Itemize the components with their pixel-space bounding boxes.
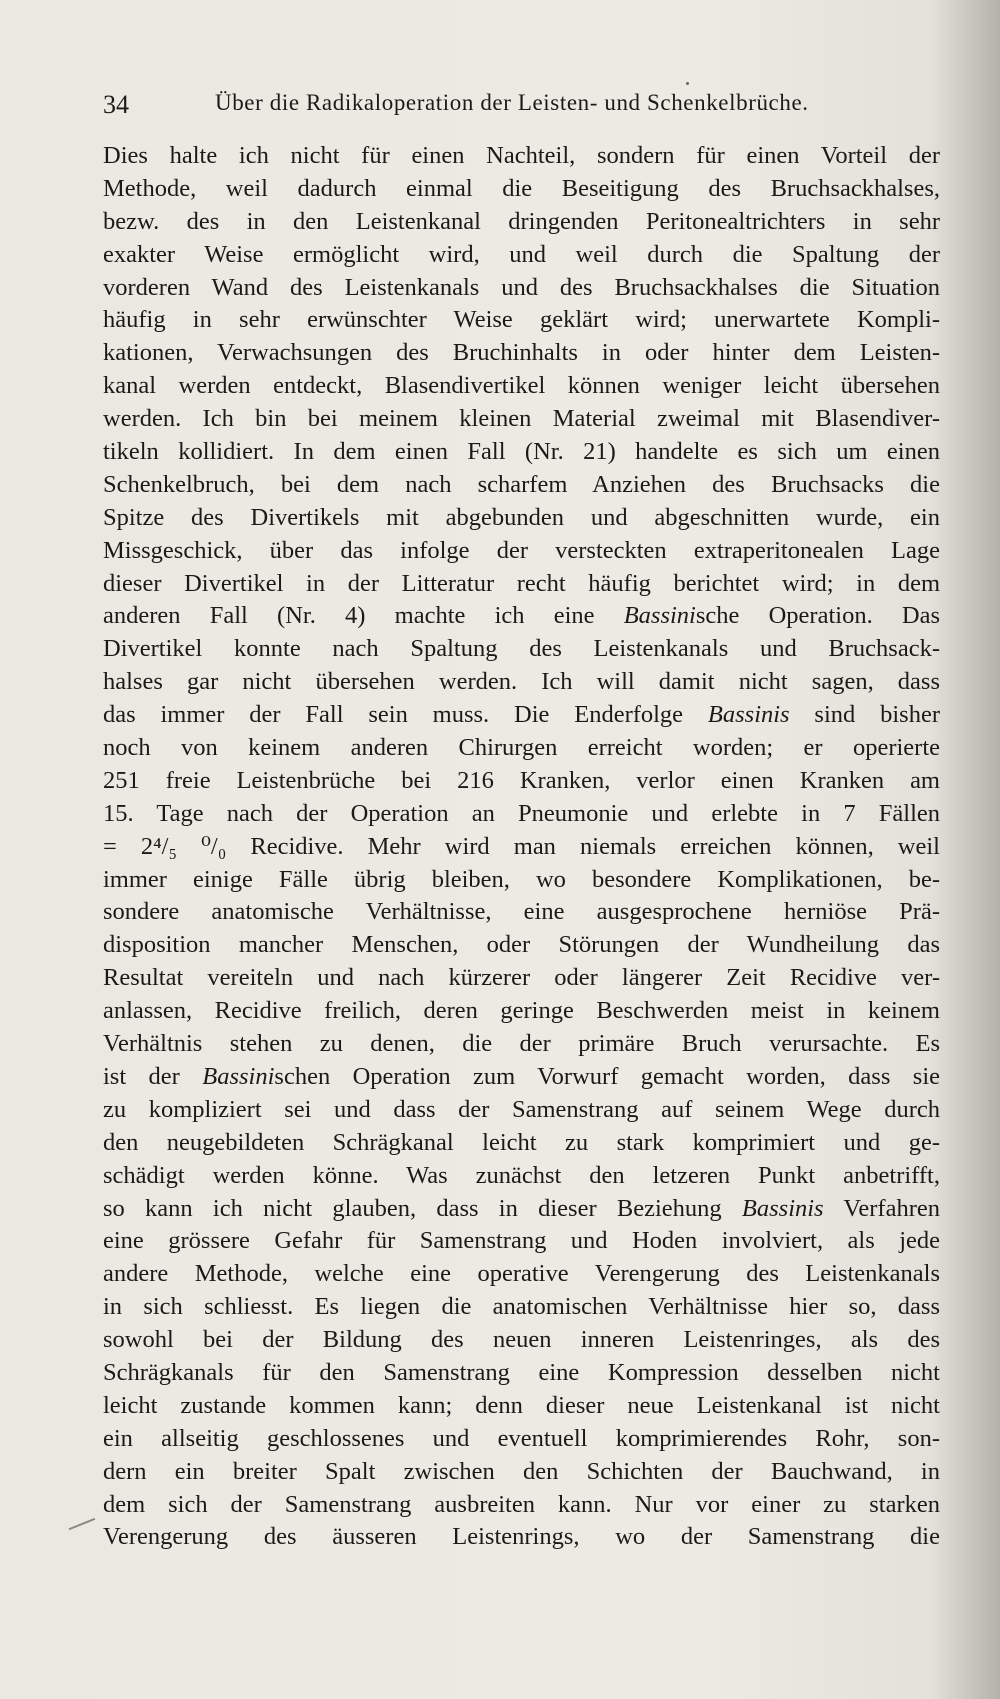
text-segment: 251 freie Leistenbrüche bei 216 Kranken, verlor einen Kranken am <box>103 766 940 794</box>
italic-name: Bassinis <box>741 1194 824 1222</box>
text-segment: eine grössere Gefahr für Samenstrang und Hoden involviert, als jede <box>103 1227 940 1255</box>
italic-name: Bassinis <box>707 701 790 729</box>
text-segment: Spitze des Divertikels mit abgebunden und abgeschnitten wurde, ein <box>103 503 940 531</box>
text-segment: = 2⁴/₅ ⁰/₀ Recidive. Mehr wird man niemals erreichen können, weil <box>103 832 940 860</box>
text-segment: schädigt werden könne. Was zunächst den letzeren Punkt anbetrifft, <box>103 1161 940 1189</box>
text-line <box>103 239 940 272</box>
running-title: Über die Radikaloperation der Leisten- und Schenkelbrüche. <box>215 90 809 115</box>
body-text <box>103 140 940 1554</box>
text-line <box>103 272 940 305</box>
text-line <box>103 1423 940 1456</box>
text-line <box>103 1028 940 1061</box>
text-line <box>103 1357 940 1390</box>
text-segment: dieser Divertikel in der Litteratur recht häufig berichtet wird; in dem <box>103 569 940 597</box>
text-segment: Divertikel konnte nach Spaltung des Leistenkanals und Bruchsack- <box>103 635 940 663</box>
text-line <box>103 535 940 568</box>
margin-pencil-mark <box>69 1518 96 1530</box>
text-segment: dem sich der Samenstrang ausbreiten kann. Nur vor einer zu starken <box>103 1490 940 1518</box>
text-line <box>103 1456 940 1489</box>
text-line <box>103 1489 940 1522</box>
text-segment: werden. Ich bin bei meinem kleinen Material zweimal mit Blasendiver- <box>103 405 940 433</box>
text-segment: in sich schliesst. Es liegen die anatomischen Verhältnisse hier so, dass <box>103 1293 940 1321</box>
text-segment: sondere anatomische Verhältnisse, eine ausgesprochene herniöse Prä- <box>103 898 940 926</box>
text-line <box>103 896 940 929</box>
text-segment: kationen, Verwachsungen des Bruchinhalts in oder hinter dem Leisten- <box>103 339 940 367</box>
text-line <box>103 1094 940 1127</box>
text-line <box>103 436 940 469</box>
text-segment: leicht zustande kommen kann; denn dieser neue Leistenkanal ist nicht <box>103 1391 940 1419</box>
text-segment: Methode, weil dadurch einmal die Beseitigung des Bruchsackhalses, <box>103 174 940 202</box>
text-segment: ein allseitig geschlossenes und eventuell komprimierendes Rohr, son- <box>103 1424 940 1452</box>
text-segment: dern ein breiter Spalt zwischen den Schichten der Bauchwand, in <box>103 1457 940 1485</box>
page-header <box>103 84 838 124</box>
text-segment: sche Operation. Das <box>695 602 940 630</box>
text-segment: sind bisher <box>789 701 940 729</box>
text-segment: anderen Fall (Nr. 4) machte ich eine <box>103 602 624 630</box>
text-segment: Missgeschick, über das infolge der versteckten extraperitonealen Lage <box>103 536 940 564</box>
text-segment: halses gar nicht übersehen werden. Ich will damit nicht sagen, dass <box>103 668 940 696</box>
text-line <box>103 995 940 1028</box>
text-line <box>103 304 940 337</box>
text-segment: kanal werden entdeckt, Blasendivertikel können weniger leicht übersehen <box>103 372 940 400</box>
text-line <box>103 403 940 436</box>
text-segment: den neugebildeten Schrägkanal leicht zu stark komprimiert und ge- <box>103 1128 940 1156</box>
text-segment: schen Operation zum Vorwurf gemacht worden, dass sie <box>274 1062 940 1090</box>
text-line <box>103 831 940 864</box>
page-number: 34 <box>103 90 129 119</box>
text-line <box>103 633 940 666</box>
text-segment: Verfahren <box>823 1194 940 1222</box>
text-line <box>103 206 940 239</box>
text-line <box>103 173 940 206</box>
text-line <box>103 140 940 173</box>
text-line <box>103 370 940 403</box>
text-line <box>103 699 940 732</box>
text-segment: sowohl bei der Bildung des neuen inneren Leistenringes, als des <box>103 1326 940 1354</box>
text-segment: noch von keinem anderen Chirurgen erreicht worden; er operierte <box>103 734 940 762</box>
text-line <box>103 1258 940 1291</box>
text-line <box>103 568 940 601</box>
text-segment: 15. Tage nach der Operation an Pneumonie und erlebte in 7 Fällen <box>103 799 940 827</box>
text-line <box>103 1160 940 1193</box>
text-segment: bezw. des in den Leistenkanal dringenden Peritonealtrichters in sehr <box>103 207 940 235</box>
text-line <box>103 1225 940 1258</box>
text-segment: häufig in sehr erwünschter Weise geklärt wird; unerwartete Kompli- <box>103 306 940 334</box>
text-line <box>103 732 940 765</box>
text-segment: immer einige Fälle übrig bleiben, wo besondere Komplikationen, be- <box>103 865 940 893</box>
text-segment: anlassen, Recidive freilich, deren geringe Beschwerden meist in keinem <box>103 997 940 1025</box>
text-line <box>103 1324 940 1357</box>
italic-name: Bassini <box>623 602 696 630</box>
text-segment: andere Methode, welche eine operative Verengerung des Leistenkanals <box>103 1260 940 1288</box>
text-segment: Schrägkanals für den Samenstrang eine Kompression desselben nicht <box>103 1358 940 1386</box>
text-line <box>103 1193 940 1226</box>
text-segment: Dies halte ich nicht für einen Nachteil, sondern für einen Vorteil der <box>103 142 940 169</box>
text-segment: exakter Weise ermöglicht wird, und weil durch die Spaltung der <box>103 240 940 268</box>
text-line <box>103 1127 940 1160</box>
text-segment: tikeln kollidiert. In dem einen Fall (Nr. 21) handelte es sich um einen <box>103 438 940 466</box>
text-line <box>103 469 940 502</box>
text-line <box>103 929 940 962</box>
text-line <box>103 798 940 831</box>
text-segment: Verhältnis stehen zu denen, die der primäre Bruch verursachte. Es <box>103 1030 940 1058</box>
text-line <box>103 1291 940 1324</box>
text-line <box>103 864 940 897</box>
text-line <box>103 337 940 370</box>
text-segment: ist der <box>103 1062 203 1090</box>
text-line <box>103 1061 940 1094</box>
text-segment: disposition mancher Menschen, oder Störungen der Wundheilung das <box>103 931 940 959</box>
text-line <box>103 765 940 798</box>
text-segment: zu kompliziert sei und dass der Samenstrang auf seinem Wege durch <box>103 1095 940 1123</box>
italic-name: Bassini <box>202 1062 275 1090</box>
text-segment: Resultat vereiteln und nach kürzerer oder längerer Zeit Recidive ver- <box>103 964 940 992</box>
text-line <box>103 962 940 995</box>
text-segment: Schenkelbruch, bei dem nach scharfem Anziehen des Bruchsacks die <box>103 470 940 498</box>
text-line <box>103 502 940 535</box>
text-segment: vorderen Wand des Leistenkanals und des Bruchsackhalses die Situation <box>103 273 940 301</box>
text-segment: das immer der Fall sein muss. Die Enderfolge <box>103 701 708 729</box>
text-line <box>103 1390 940 1423</box>
text-line <box>103 600 940 633</box>
text-segment: Verengerung des äusseren Leistenrings, wo der Samenstrang die <box>103 1523 940 1551</box>
text-segment: so kann ich nicht glauben, dass in dieser Beziehung <box>103 1194 742 1222</box>
text-line <box>103 1521 940 1554</box>
text-line <box>103 666 940 699</box>
